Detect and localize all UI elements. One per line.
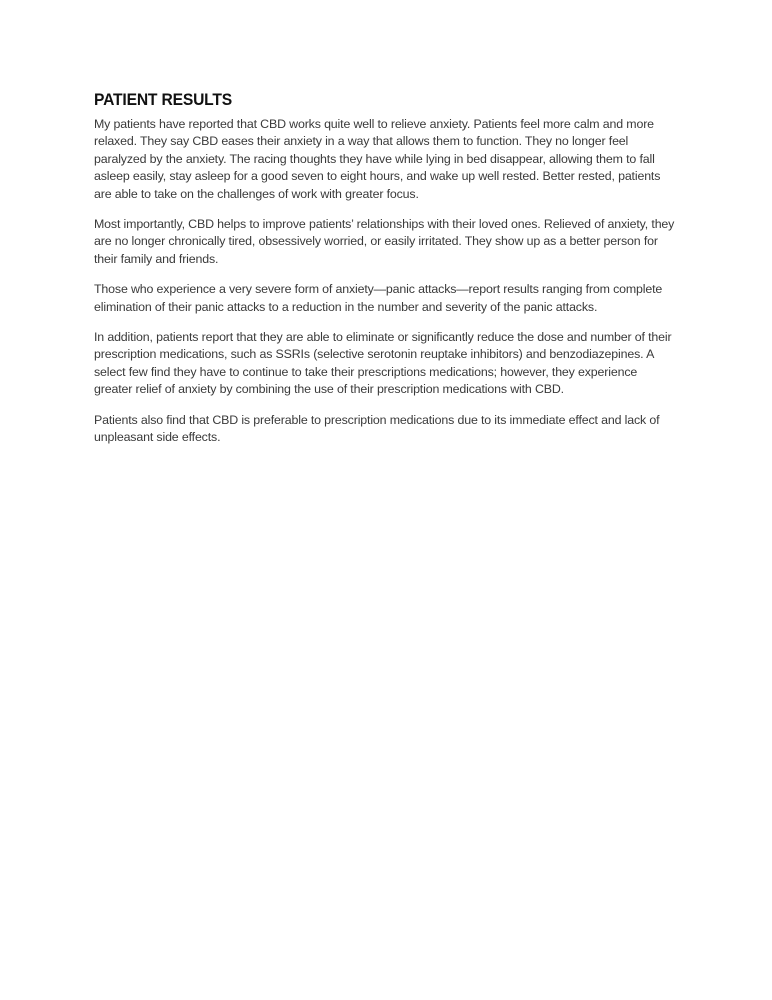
paragraph-sleep-relief: My patients have reported that CBD works quite well to relieve anxiety. Patients feel more calm and more relaxed. They say CBD eases their anxiety in a way that allows them to function. They no longer feel paralyzed by the anxiety. The racing thoughts they have while lying in bed disappear, allowing them to fall asleep easily, stay asleep for a good seven to eight hours, and wake up well rested. Better rested, patients are able to take on the challenges of work with greater focus. (94, 117, 661, 201)
paragraph-medications: In addition, patients report that they are able to eliminate or significantly reduce the dose and number of their prescription medications, such as SSRIs (selective serotonin reuptake inhibitors) and benzodiazepines. A select few find they have to continue to take their prescriptions medications; however, they experience greater relief of anxiety by combining the use of their prescription medications with CBD. (94, 330, 672, 397)
section-heading: PATIENT RESULTS (94, 90, 233, 109)
paragraph-preference: Patients also find that CBD is preferable to prescription medications due to its immediate effect and lack of unpleasant side effects. (94, 412, 660, 445)
document-page (94, 90, 676, 460)
paragraph-panic-attacks: Those who experience a very severe form of anxiety—panic attacks—report results ranging from complete elimination of their panic attacks to a reduction in the number and severity of the panic attacks. (94, 282, 663, 314)
paragraph-relationships: Most importantly, CBD helps to improve patients’ relationships with their loved ones. Relieved of anxiety, they are no longer chronically tired, obsessively worried, or easily irritated. They show up as a better person for their family and friends. (94, 217, 675, 266)
